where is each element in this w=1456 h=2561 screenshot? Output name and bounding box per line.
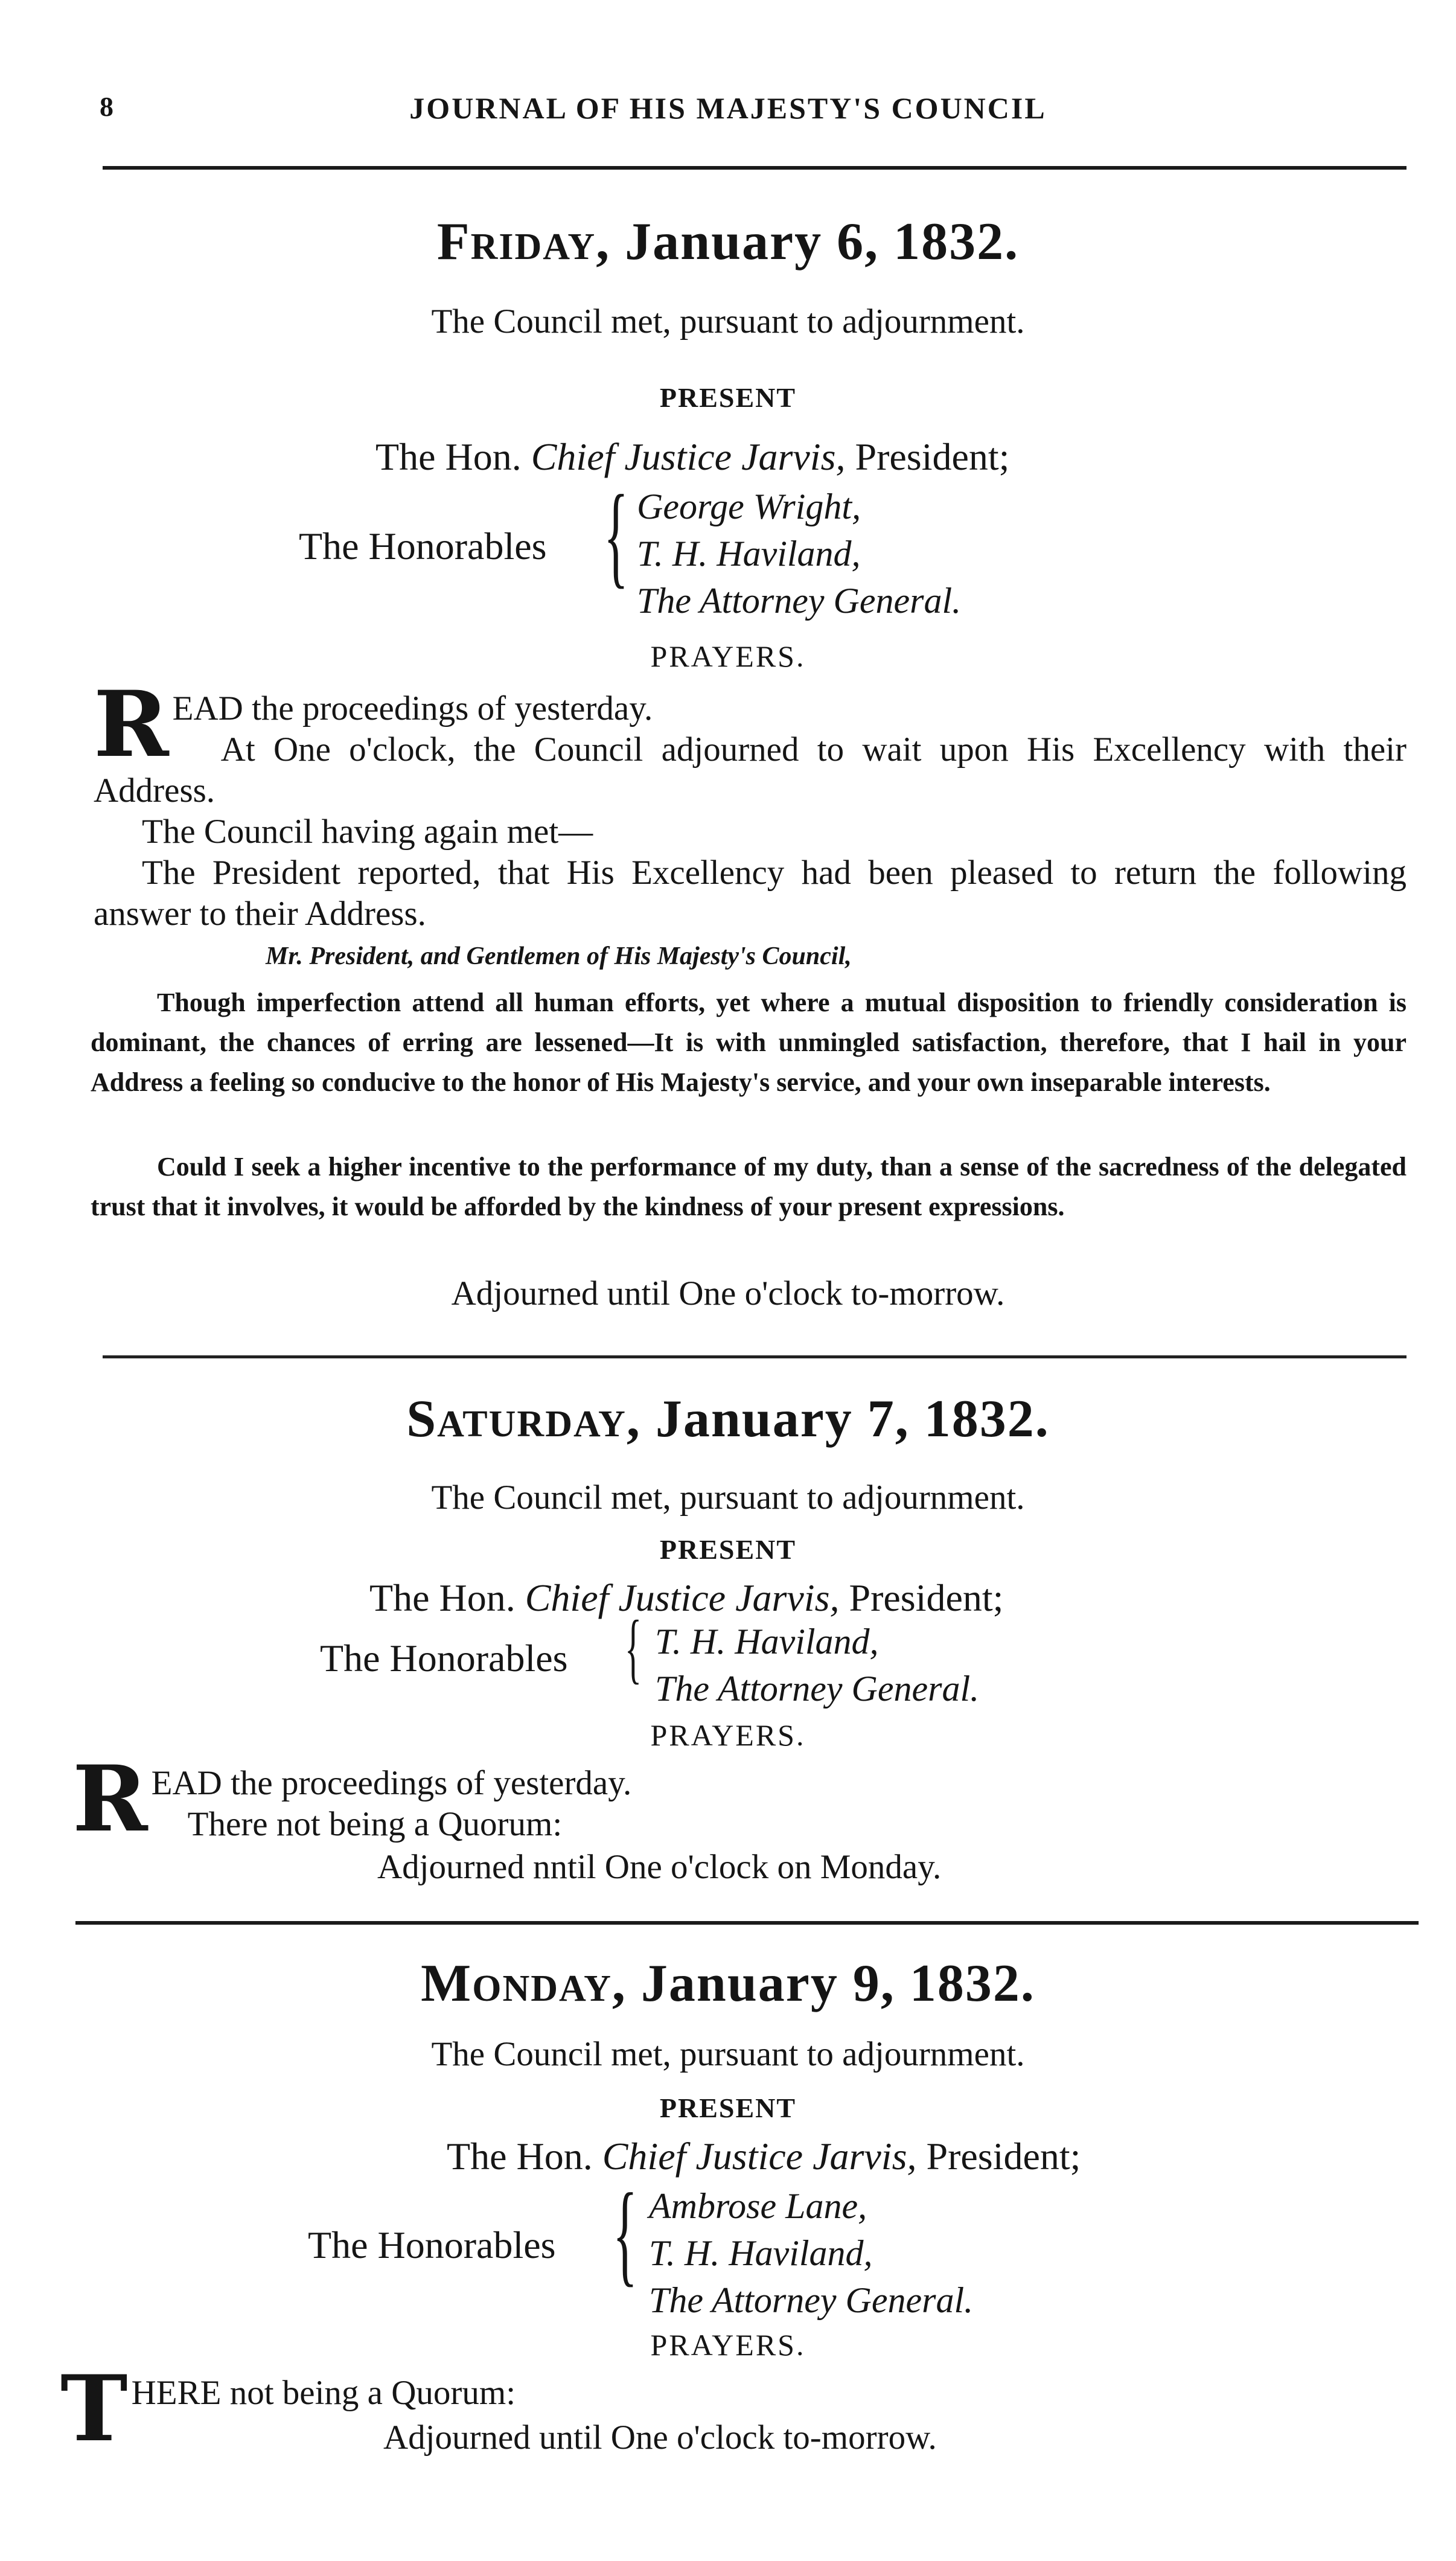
honorable-member: T. H. Haviland, — [655, 1622, 879, 1661]
honorables-label: The Honorables — [320, 1637, 568, 1680]
brace-glyph: { — [625, 1605, 642, 1692]
proceedings-line: At One o'clock, the Council adjourned to wait upon His Excellency with their Address. — [94, 731, 1407, 810]
section-heading-friday — [0, 211, 1456, 272]
prayers-label: PRAYERS. — [650, 639, 806, 673]
hon-president-line — [369, 1576, 1003, 1620]
present-label: PRESENT — [659, 2093, 797, 2123]
hon-name: Chief Justice Jarvis, — [525, 1576, 840, 1619]
honorable-member: The Attorney General. — [637, 581, 962, 621]
honorables-list — [655, 1618, 979, 1712]
header-rule — [103, 166, 1407, 170]
council-met-line: The Council met, pursuant to adjournment. — [431, 1479, 1025, 1517]
proceedings-text — [94, 671, 1407, 935]
honorable-member: The Attorney General. — [655, 1669, 980, 1709]
honorable-member: Ambrose Lane, — [649, 2186, 867, 2226]
honorables-label: The Honorables — [308, 2224, 556, 2266]
heading-date: January 6, 1832. — [625, 213, 1020, 271]
council-met-line: The Council met, pursuant to adjournment. — [431, 302, 1025, 341]
present-label: PRESENT — [659, 1534, 797, 1565]
heading-day: Saturday, — [406, 1390, 641, 1448]
honorable-member: George Wright, — [637, 487, 861, 526]
proceedings-line: EAD the proceedings of yesterday. — [172, 689, 653, 727]
hon-president-line — [375, 435, 1009, 479]
adjourned-line: Adjourned until One o'clock to-morrow. — [451, 1274, 1005, 1312]
answer-paragraph: Could I seek a higher incentive to the performance of my duty, than a sense of the sacredness of the delegated trust that it involves, it would be afforded by the kindness of your present expressions. — [91, 1152, 1407, 1221]
proceedings-line: EAD the proceedings of yesterday. — [151, 1764, 632, 1802]
honorable-member: T. H. Haviland, — [649, 2233, 873, 2273]
drop-cap: T — [60, 2356, 128, 2462]
honorables-list — [649, 2182, 973, 2324]
section-rule — [75, 1921, 1419, 1925]
hon-name: Chief Justice Jarvis, — [602, 2135, 917, 2178]
hon-president-line — [447, 2134, 1081, 2179]
honorables-list — [637, 483, 961, 624]
honorable-member: The Attorney General. — [649, 2280, 974, 2320]
heading-date: January 7, 1832. — [655, 1390, 1050, 1448]
hon-suffix: President; — [855, 435, 1010, 478]
prayers-label: PRAYERS. — [650, 1718, 806, 1752]
hon-prefix: The Hon. — [375, 435, 522, 478]
section-rule — [103, 1355, 1407, 1358]
hon-suffix: President; — [926, 2135, 1081, 2178]
answer-paragraph: Though imperfection attend all human efforts, yet where a mutual disposition to friendly consideration is dominant, the chances of erring are lessened—It is with unmingled satisfaction, therefore, that I hail in your Address a feeling so conducive to the honor of His Majesty's service, and your own inseparable interests. — [91, 988, 1407, 1097]
running-head — [0, 91, 1456, 133]
heading-date: January 9, 1832. — [640, 1954, 1035, 2013]
honorable-member: T. H. Haviland, — [637, 534, 861, 574]
hon-prefix: The Hon. — [369, 1576, 516, 1619]
adjourned-line: Adjourned until One o'clock to-morrow. — [383, 2419, 937, 2457]
proceedings-line: The Council having again met— — [142, 813, 593, 851]
proceedings-line: The President reported, that His Excellency had been pleased to return the following answer to their Address. — [94, 854, 1407, 933]
proceedings-text — [72, 1746, 1385, 1852]
section-heading-monday — [0, 1953, 1456, 2014]
hon-name: Chief Justice Jarvis, — [531, 435, 846, 478]
drop-cap: R — [94, 671, 169, 778]
address-salutation: Mr. President, and Gentlemen of His Majesty's Council, — [266, 942, 852, 970]
page-number: 8 — [100, 91, 113, 122]
proceedings-line: HERE not being a Quorum: — [131, 2374, 516, 2412]
section-heading-saturday — [0, 1389, 1456, 1450]
prayers-label: PRAYERS. — [650, 2328, 806, 2362]
proceedings-line: There not being a Quorum: — [187, 1805, 563, 1843]
hon-suffix: President; — [849, 1576, 1004, 1619]
present-label: PRESENT — [659, 382, 797, 413]
running-title: JOURNAL OF HIS MAJESTY'S COUNCIL — [409, 91, 1047, 125]
heading-day: Friday, — [436, 213, 611, 271]
drop-cap: R — [72, 1746, 148, 1852]
hon-prefix: The Hon. — [447, 2135, 593, 2178]
honorables-label: The Honorables — [299, 525, 547, 568]
adjourned-line: Adjourned nntil One o'clock on Monday. — [377, 1848, 942, 1886]
brace-glyph: { — [604, 472, 629, 599]
brace-glyph: { — [613, 2170, 638, 2297]
heading-day: Monday, — [421, 1954, 627, 2013]
council-met-line: The Council met, pursuant to adjournment. — [431, 2035, 1025, 2073]
